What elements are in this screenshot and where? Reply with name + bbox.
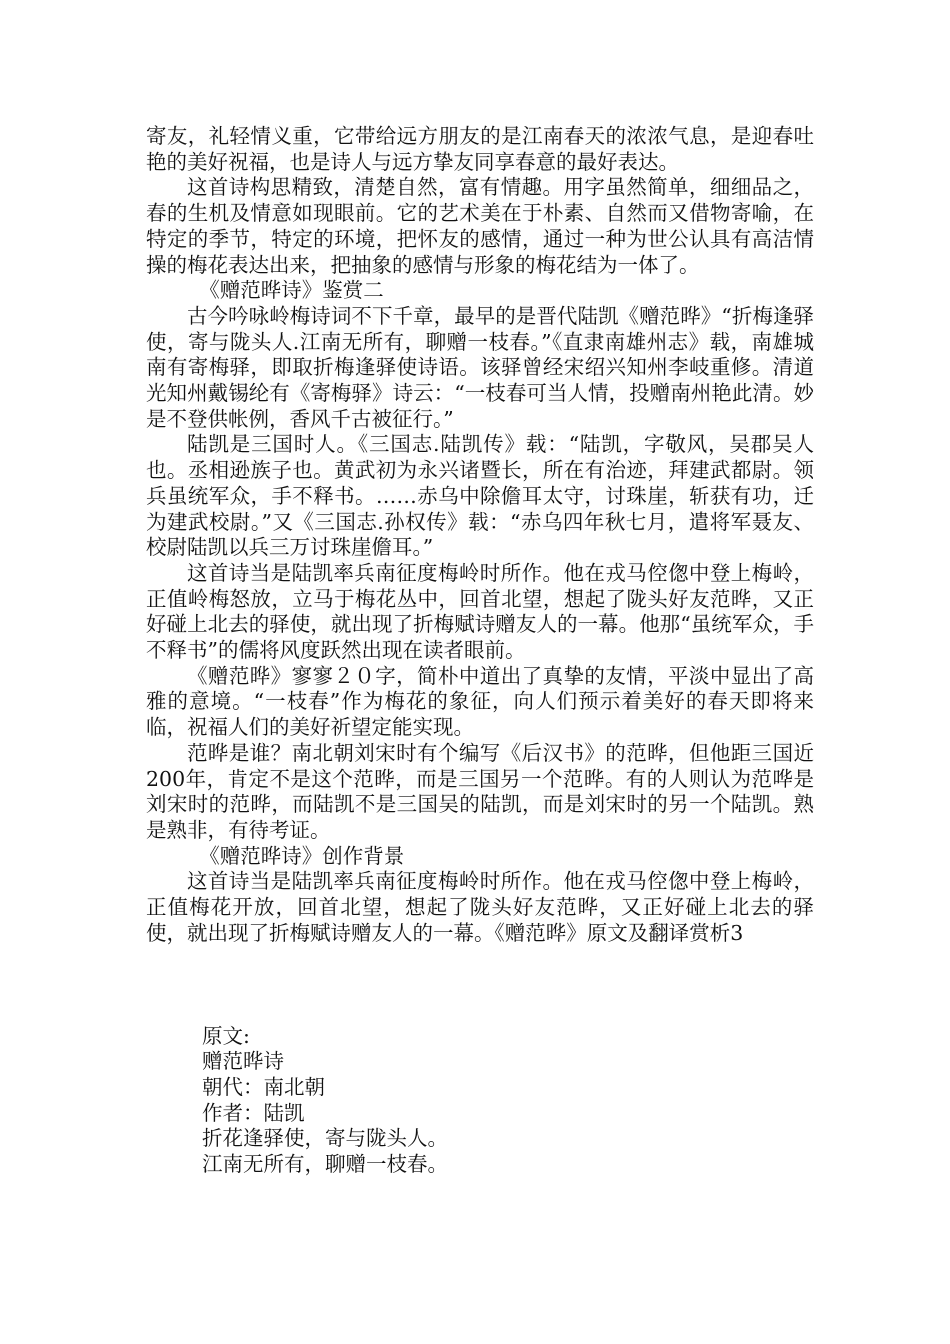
poem-line-2: 江南无所有，聊赠一枝春。 bbox=[202, 1152, 448, 1177]
paragraph-who-is-fan-ye: 范晔是谁？南北朝刘宋时有个编写《后汉书》的范晔，但他距三国近200年，肯定不是这个范晔，而是三国另一个范晔。有的人则认为范哗是刘宋时的范晔，而陆凯不是三国吴的陆凯，而是刘宋时的另一个陆凯。熟是熟非，有待考证。 bbox=[146, 740, 814, 842]
section-heading-appreciation-two: 《赠范晔诗》鉴赏二 bbox=[199, 278, 384, 303]
document-page bbox=[146, 124, 814, 1178]
paragraph-continuation: 寄友，礼轻情义重，它带给远方朋友的是江南春天的浓浓气息，是迎春吐艳的美好祝福，也是诗人与远方挚友同享春意的最好表达。 bbox=[146, 124, 814, 174]
blank-space bbox=[146, 947, 814, 1024]
poem-author: 作者：陆凯 bbox=[202, 1100, 305, 1125]
paragraph-background: 这首诗当是陆凯率兵南征度梅岭时所作。他在戎马倥偬中登上梅岭，正值梅花开放，回首北望，想起了陇头好友范晔，又正好碰上北去的驿使，就出现了折梅赋诗赠友人的一幕。《赠范晔》原文及翻译赏析3 bbox=[146, 869, 814, 945]
paragraph-twenty-characters: 《赠范晔》寥寥２０字，简朴中道出了真挚的友情，平淡中显出了高雅的意境。“一枝春”作为梅花的象征，向人们预示着美好的春天即将来临，祝福人们的美好祈望定能实现。 bbox=[146, 663, 814, 740]
paragraph-composition: 这首诗当是陆凯率兵南征度梅岭时所作。他在戎马倥偬中登上梅岭，正值岭梅怒放，立马于梅花丛中，回首北望，想起了陇头好友范晔，又正好碰上北去的驿使，就出现了折梅赋诗赠友人的一幕。他那“虽统军众，手不释书”的儒将风度跃然出现在读者眼前。 bbox=[146, 560, 814, 663]
paragraph-plum-poems: 古今吟咏岭梅诗词不下千章，最早的是晋代陆凯《赠范晔》“折梅逢驿使，寄与陇头人.江南无所有，聊赠一枝春。”《直隶南雄州志》载，南雄城南有寄梅驿，即取折梅逢驿使诗语。该驿曾经宋绍兴知州李岐重修。清道光知州戴锡纶有《寄梅驿》诗云：“一枝春可当人情，投赠南州艳此清。妙是不登供帐例，香风千古被征行。” bbox=[146, 303, 814, 431]
paragraph-appreciation: 这首诗构思精致，清楚自然，富有情趣。用字虽然简单，细细品之，春的生机及情意如现眼前。它的艺术美在于朴素、自然而又借物寄喻，在特定的季节，特定的环境，把怀友的感情，通过一种为世公认具有高洁情操的梅花表达出来，把抽象的感情与形象的梅花结为一体了。 bbox=[146, 175, 814, 277]
paragraph-lu-kai-bio: 陆凯是三国时人。《三国志.陆凯传》载：“陆凯，字敬风，吴郡吴人也。丞相逊族子也。黄武初为永兴诸暨长，所在有治迹，拜建武都尉。领兵虽统军众，手不释书。……赤乌中除儋耳太守，讨珠崖，斩获有功，迁为建武校尉。”又《三国志.孙权传》载：“赤乌四年秋七月，遣将军聂友、校尉陆凯以兵三万讨珠崖儋耳。” bbox=[146, 432, 814, 560]
poem-line-1: 折花逢驿使，寄与陇头人。 bbox=[202, 1126, 448, 1151]
original-text-block bbox=[146, 1024, 814, 1178]
original-label: 原文: bbox=[202, 1023, 250, 1048]
poem-dynasty: 朝代：南北朝 bbox=[202, 1074, 325, 1099]
poem-title: 赠范晔诗 bbox=[202, 1049, 284, 1074]
section-heading-background: 《赠范晔诗》创作背景 bbox=[199, 843, 405, 868]
